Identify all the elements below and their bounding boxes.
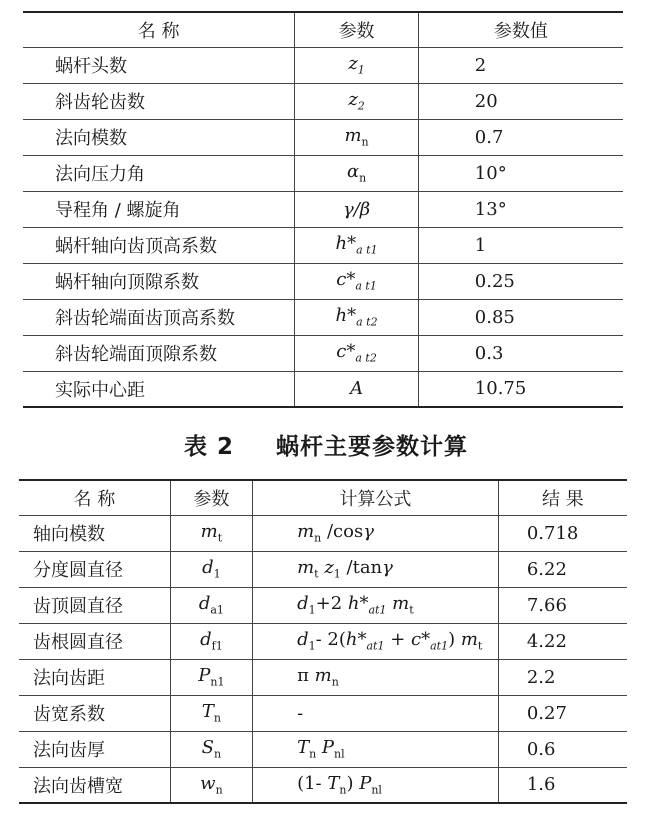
row-name: 齿宽系数 [19, 695, 170, 731]
row-symbol: $h*_{a t2}$ [295, 299, 418, 335]
row-symbol: $m_t$ [170, 515, 252, 551]
row-value: 13° [418, 191, 623, 227]
worm-parameter-table [23, 11, 623, 408]
row-result: 6.22 [498, 551, 627, 587]
row-result: 0.27 [498, 695, 627, 731]
row-value: 1 [418, 227, 623, 263]
row-name: 法向压力角 [23, 155, 295, 191]
row-value: 0.85 [418, 299, 623, 335]
row-symbol: $c*_{a t1}$ [295, 263, 418, 299]
table-row [23, 191, 623, 227]
row-symbol: A [295, 371, 418, 407]
header-name: 名 称 [137, 20, 180, 42]
row-symbol: $P_{n1}$ [170, 659, 252, 695]
row-symbol: $c*_{a t2}$ [295, 335, 418, 371]
table-header-row [23, 12, 623, 47]
row-symbol: $d_1$ [170, 551, 252, 587]
row-name: 蜗杆轴向齿顶高系数 [23, 227, 295, 263]
row-value: 10° [418, 155, 623, 191]
row-result: 0.718 [498, 515, 627, 551]
row-formula: $d_1-$ $2(h*_{at1} + c*_{at1})$ $m_t$ [253, 623, 499, 659]
row-name: 导程角 / 螺旋角 [23, 191, 295, 227]
row-formula: $m_n$ /cosγ [253, 515, 499, 551]
row-symbol: $\alpha_n$ [295, 155, 418, 191]
row-name: 实际中心距 [23, 371, 295, 407]
row-value: 0.25 [418, 263, 623, 299]
row-result: 4.22 [498, 623, 627, 659]
table-row [19, 731, 627, 767]
row-name: 斜齿轮端面顶隙系数 [23, 335, 295, 371]
row-name: 法向齿厚 [19, 731, 170, 767]
row-formula: (1- $T_n$) $P_{nl}$ [253, 767, 499, 803]
table-caption [0, 428, 652, 461]
table-row [23, 263, 623, 299]
row-name: 斜齿轮齿数 [23, 83, 295, 119]
table-row [19, 767, 627, 803]
header-parameter: 参数 [295, 12, 418, 47]
table-row [23, 371, 623, 407]
row-name: 轴向模数 [19, 515, 170, 551]
table-row [23, 83, 623, 119]
worm-calculation-table [19, 479, 627, 804]
table-row [19, 695, 627, 731]
row-symbol: $d_{f1}$ [170, 623, 252, 659]
row-symbol: $S_n$ [170, 731, 252, 767]
row-symbol: $z_1$ [295, 47, 418, 83]
row-symbol: γ/β [295, 191, 418, 227]
table-row [23, 119, 623, 155]
row-symbol: $z_2$ [295, 83, 418, 119]
header-value: 参数值 [418, 12, 623, 47]
row-name: 法向模数 [23, 119, 295, 155]
table-row [23, 155, 623, 191]
row-symbol: $m_n$ [295, 119, 418, 155]
row-result: 7.66 [498, 587, 627, 623]
table-row [23, 335, 623, 371]
header-parameter: 参数 [170, 480, 252, 515]
table-row [23, 227, 623, 263]
row-name: 蜗杆头数 [23, 47, 295, 83]
row-formula: $T_n$ $P_{nl}$ [253, 731, 499, 767]
table-row [19, 587, 627, 623]
caption-title: 蜗杆主要参数计算 [276, 434, 468, 460]
row-name: 斜齿轮端面齿顶高系数 [23, 299, 295, 335]
row-name: 齿根圆直径 [19, 623, 170, 659]
row-formula: $d_1+2$ $h*_{at1}$ $m_t$ [253, 587, 499, 623]
table-row [19, 551, 627, 587]
caption-number: 表 2 [183, 434, 234, 460]
row-name: 法向齿槽宽 [19, 767, 170, 803]
row-value: 0.3 [418, 335, 623, 371]
row-value: 20 [418, 83, 623, 119]
row-formula: - [253, 695, 499, 731]
row-formula: π $m_n$ [253, 659, 499, 695]
row-name: 蜗杆轴向顶隙系数 [23, 263, 295, 299]
table-row [19, 515, 627, 551]
row-name: 分度圆直径 [19, 551, 170, 587]
row-value: 2 [418, 47, 623, 83]
row-result: 1.6 [498, 767, 627, 803]
table-header-row [19, 480, 627, 515]
row-symbol: $h*_{a t1}$ [295, 227, 418, 263]
row-value: 0.7 [418, 119, 623, 155]
table-row [23, 47, 623, 83]
table-row [19, 659, 627, 695]
row-result: 2.2 [498, 659, 627, 695]
header-formula: 计算公式 [253, 480, 499, 515]
row-symbol: $T_n$ [170, 695, 252, 731]
row-name: 齿顶圆直径 [19, 587, 170, 623]
row-formula: $m_t$ $z_1$ /tanγ [253, 551, 499, 587]
row-result: 0.6 [498, 731, 627, 767]
row-symbol: $d_{a1}$ [170, 587, 252, 623]
row-name: 法向齿距 [19, 659, 170, 695]
header-result: 结 果 [498, 480, 627, 515]
table-row [23, 299, 623, 335]
row-value: 10.75 [418, 371, 623, 407]
table-row [19, 623, 627, 659]
row-symbol: $w_n$ [170, 767, 252, 803]
header-name: 名 称 [73, 488, 116, 510]
